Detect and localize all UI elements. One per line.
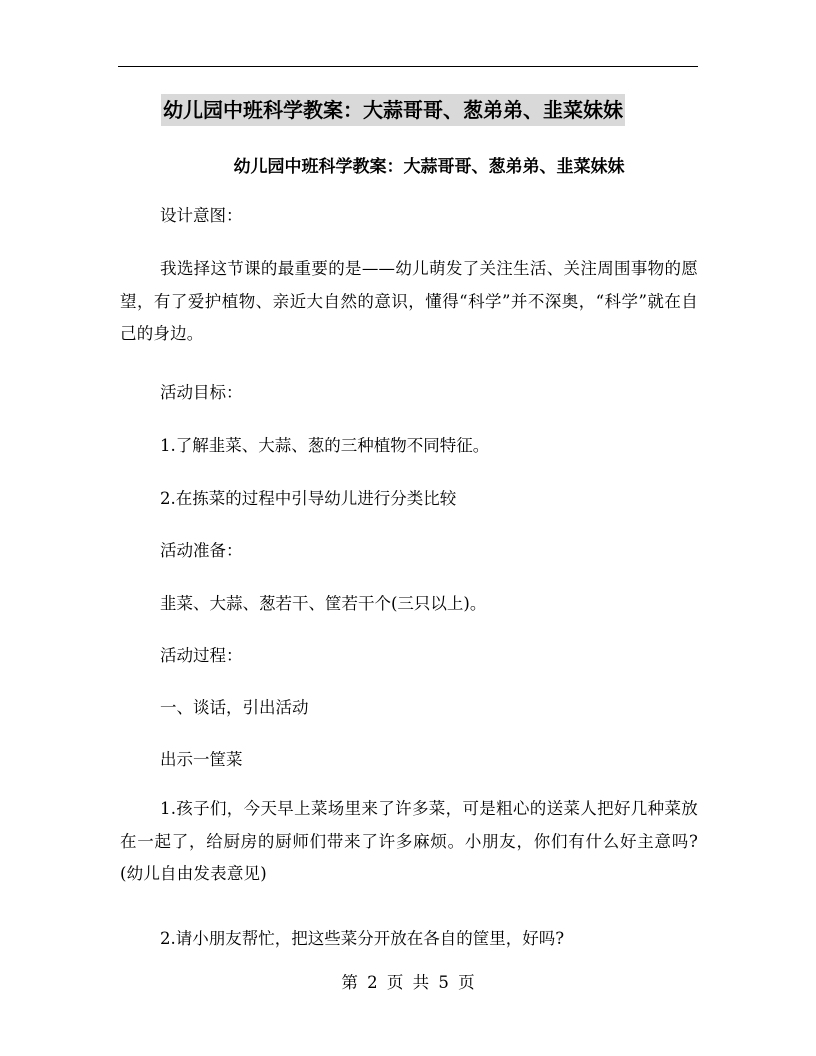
- goal-item-2: 2.在拣菜的过程中引导幼儿进行分类比较: [160, 489, 457, 508]
- preparation-heading: 活动准备：: [160, 541, 243, 560]
- document-title: 幼儿园中班科学教案：大蒜哥哥、葱弟弟、韭菜妹妹: [233, 157, 625, 177]
- preparation-text: 韭菜、大蒜、葱若干、筐若干个(三只以上)。: [160, 594, 487, 613]
- goals-heading: 活动目标：: [160, 383, 243, 402]
- process-heading: 活动过程：: [160, 646, 243, 665]
- header-rule: [118, 66, 698, 67]
- page-number-footer: 第 2 页 共 5 页: [341, 973, 475, 992]
- process-item-2: 2.请小朋友帮忙，把这些菜分开放在各自的筐里，好吗?: [160, 929, 565, 948]
- design-intent-paragraph: 我选择这节课的最重要的是——幼儿萌发了关注生活、关注周围事物的愿望，有了爱护植物、亲近大自然的意识，懂得“科学”并不深奥，“科学”就在自己的身边。: [120, 259, 698, 343]
- goal-item-1: 1.了解韭菜、大蒜、葱的三种植物不同特征。: [160, 436, 490, 455]
- design-intent-heading: 设计意图：: [160, 206, 243, 225]
- page-header-title: 幼儿园中班科学教案：大蒜哥哥、葱弟弟、韭菜妹妹: [161, 94, 625, 126]
- show-basket-text: 出示一筐菜: [160, 750, 243, 769]
- step-1-heading: 一、谈话，引出活动: [160, 698, 309, 717]
- process-item-1: 1.孩子们，今天早上菜场里来了许多菜，可是粗心的送菜人把好几种菜放在一起了，给厨房的厨师们带来了许多麻烦。小朋友，你们有什么好主意吗?(幼儿自由发表意见): [120, 799, 698, 883]
